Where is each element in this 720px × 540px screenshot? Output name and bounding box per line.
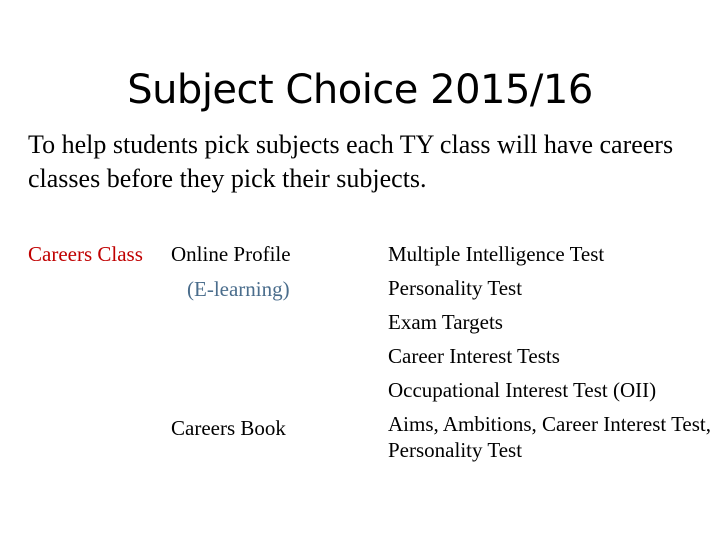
- intro-text: To help students pick subjects each TY class will have careers classes before they pick their subjects.: [28, 130, 674, 193]
- activity-item: Career Interest Tests: [388, 344, 560, 368]
- careers-class-label: Careers Class: [28, 242, 143, 266]
- activity-item: Multiple Intelligence Test: [388, 242, 605, 266]
- activity-item: Personality Test: [388, 276, 523, 300]
- activity-item: Exam Targets: [388, 310, 503, 334]
- activity-list: [388, 241, 713, 463]
- slide-title: Subject Choice 2015/16: [127, 67, 593, 113]
- online-profile-label: Online Profile: [171, 242, 291, 266]
- careers-book-label: Careers Book: [171, 416, 286, 440]
- activity-item: Occupational Interest Test (OII): [388, 378, 657, 402]
- activity-item: Aims, Ambitions, Career Interest Test, Personality Test: [388, 412, 712, 462]
- e-learning-label: (E-learning): [187, 277, 290, 301]
